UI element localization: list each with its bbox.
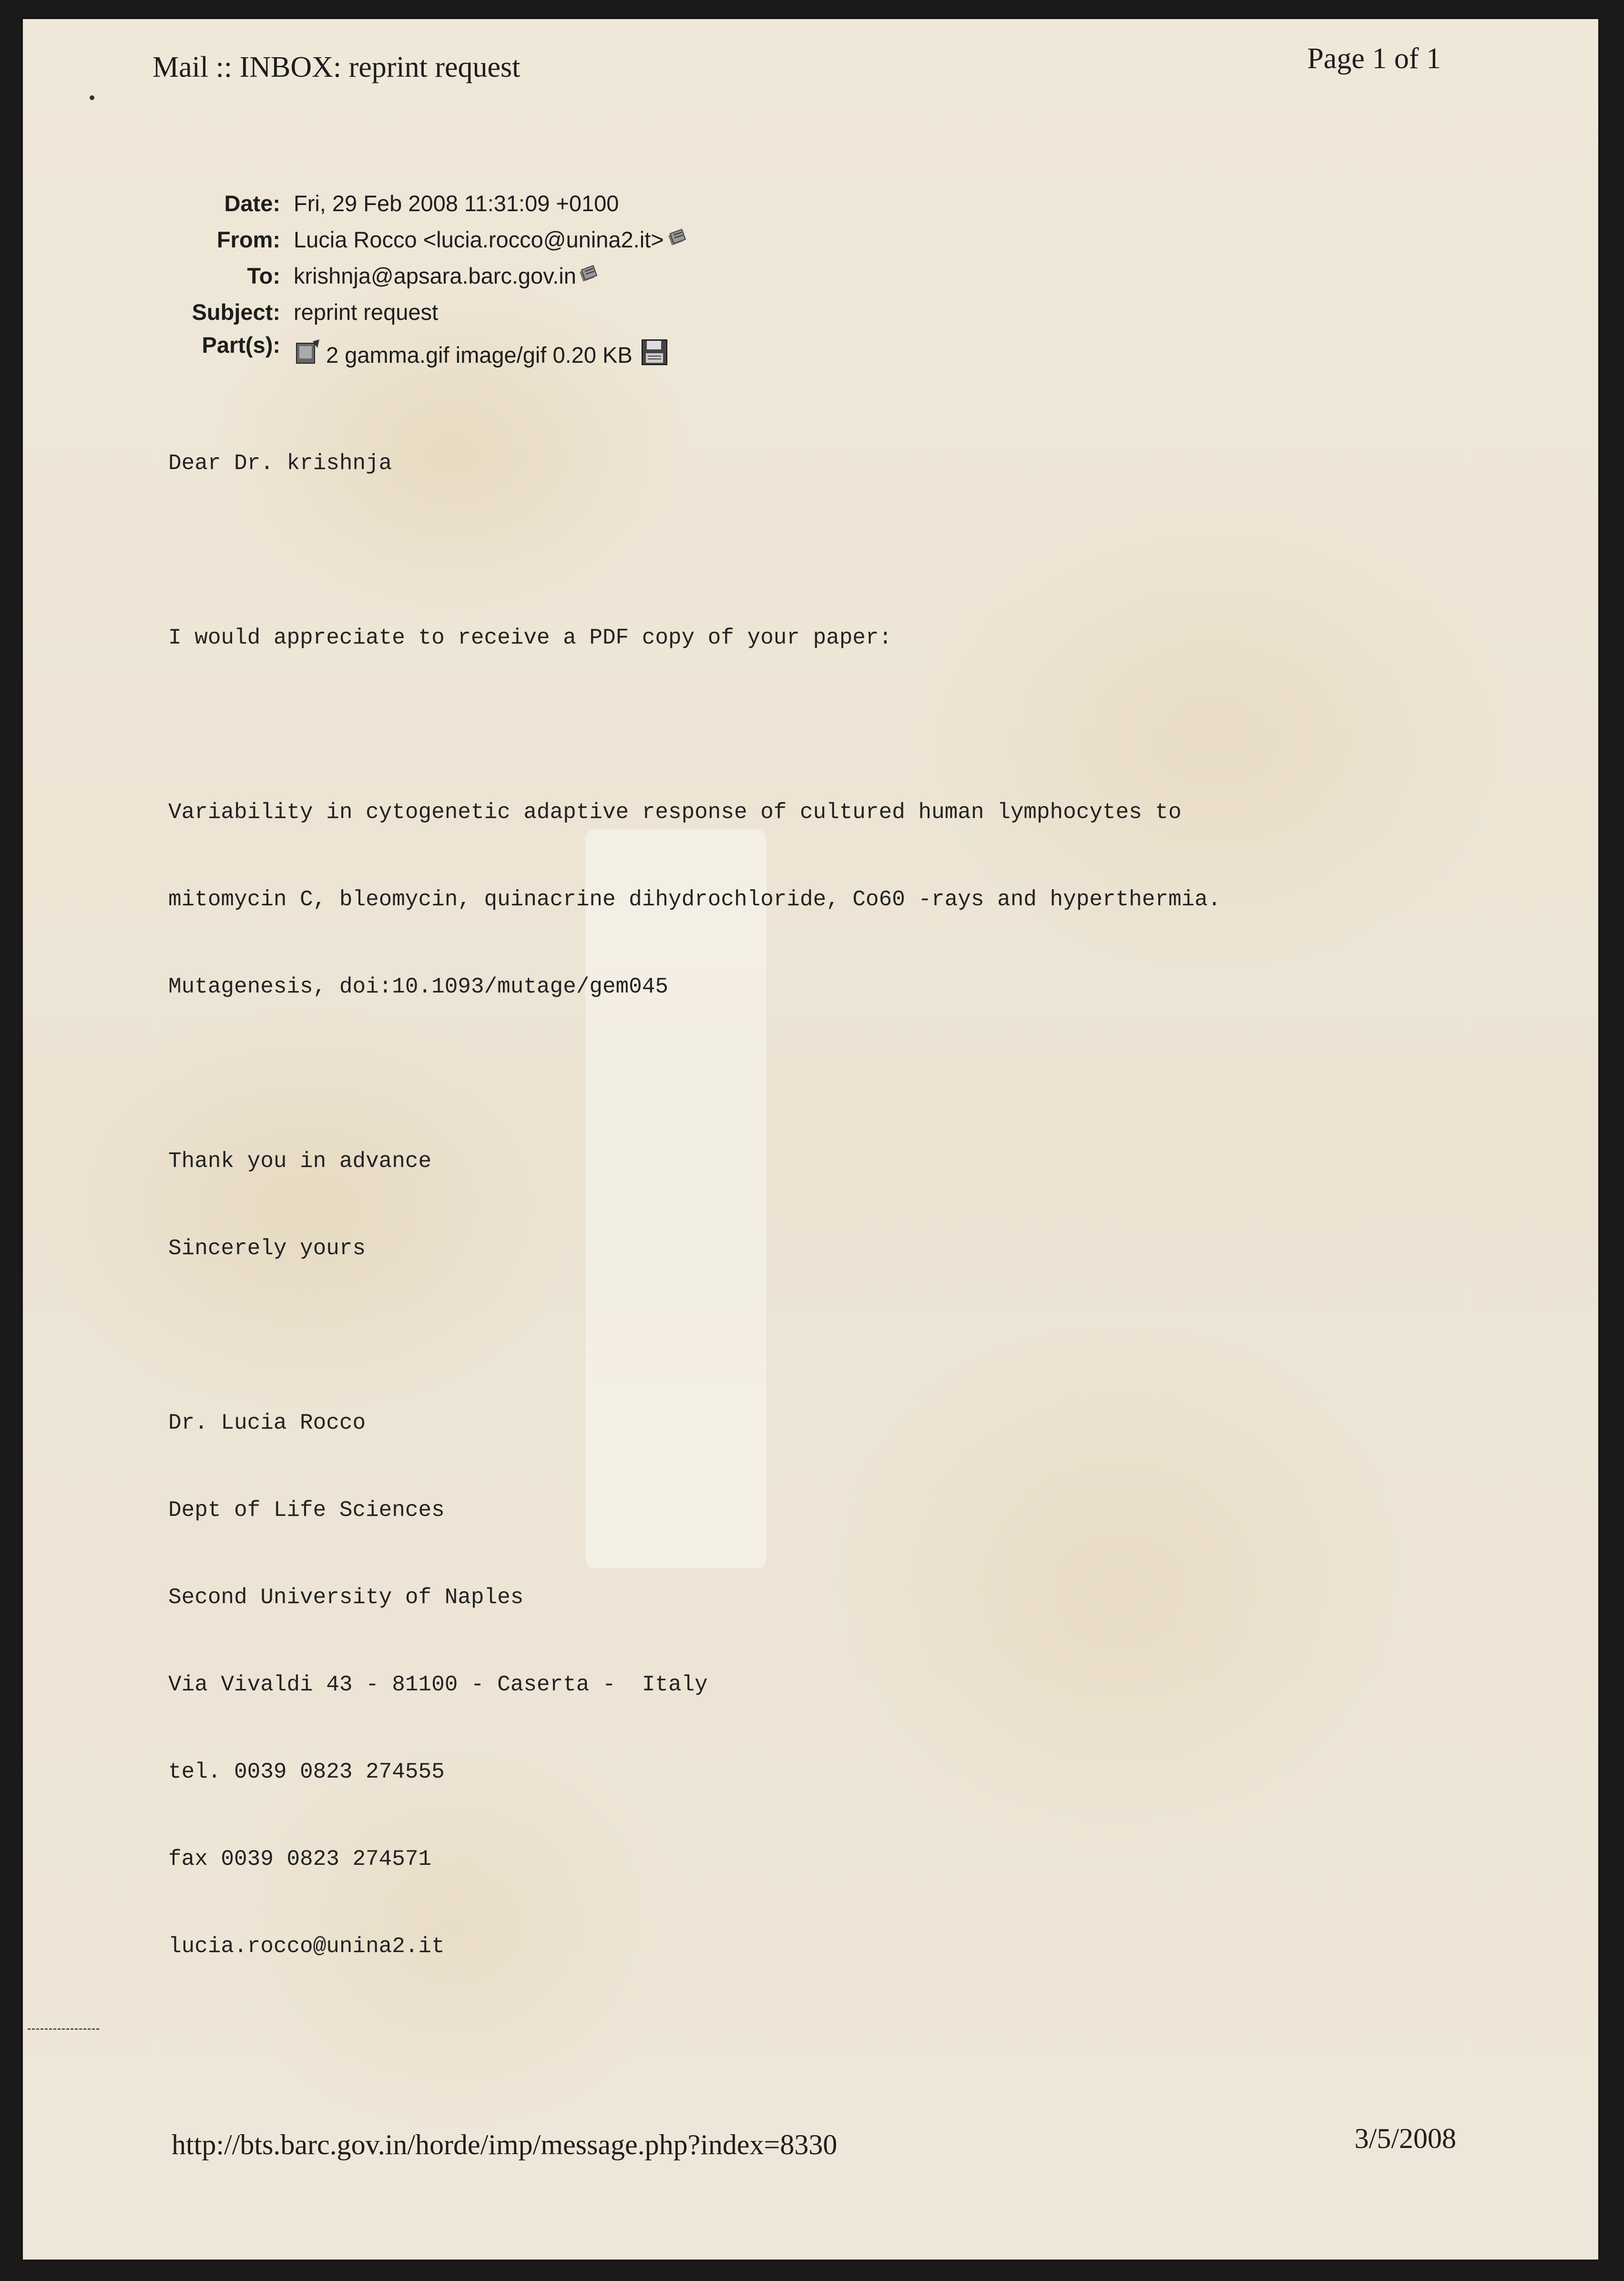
date-value: Fri, 29 Feb 2008 11:31:09 +0100 [294, 190, 619, 216]
save-disk-icon[interactable] [640, 338, 669, 372]
body-line: Second University of Naples [168, 1585, 524, 1610]
print-footer-date: 3/5/2008 [1354, 2123, 1456, 2154]
body-line: tel. 0039 0823 274555 [168, 1759, 445, 1784]
to-row [152, 257, 689, 294]
body-line: Variability in cytogenetic adaptive response of cultured human lymphocytes to [168, 800, 1182, 825]
date-label: Date: [224, 190, 280, 216]
body-line: Via Vivaldi 43 - 81100 - Caserta - Italy [168, 1672, 708, 1697]
edge-mark [28, 2028, 99, 2030]
from-row [152, 221, 689, 257]
body-line: Thank you in advance [168, 1149, 432, 1174]
attachment-file-icon [294, 338, 321, 371]
ink-speck [90, 95, 94, 100]
from-label: From: [216, 226, 280, 252]
body-line [168, 711, 1221, 740]
subject-label: Subject: [192, 299, 280, 325]
date-row [152, 185, 689, 221]
to-value-wrap [294, 263, 600, 289]
parts-label: Part(s): [202, 332, 280, 358]
subject-value: reprint request [294, 299, 439, 325]
from-value-wrap [294, 226, 689, 253]
body-line [168, 536, 1221, 565]
body-line: lucia.rocco@unina2.it [168, 1934, 445, 1959]
body-line: Dept of Life Sciences [168, 1498, 445, 1523]
email-headers [152, 185, 689, 373]
body-line: Dear Dr. krishnja [168, 451, 392, 476]
print-header-title: Mail :: INBOX: reprint request [153, 51, 521, 83]
subject-row [152, 294, 689, 330]
attachment-link[interactable]: 2 gamma.gif image/gif 0.20 KB [326, 342, 633, 368]
body-line [168, 1060, 1221, 1089]
from-value[interactable]: Lucia Rocco <lucia.rocco@unina2.it> [294, 226, 664, 252]
parts-row [152, 330, 689, 373]
to-value[interactable]: krishnja@apsara.barc.gov.in [294, 263, 576, 288]
print-footer-url: http://bts.barc.gov.in/horde/imp/message.php?index=8330 [172, 2129, 838, 2160]
body-line: Dr. Lucia Rocco [168, 1411, 366, 1435]
body-line: Sincerely yours [168, 1236, 366, 1261]
body-line [168, 1321, 1221, 1350]
body-line: I would appreciate to receive a PDF copy of your paper: [168, 625, 892, 650]
add-contact-icon[interactable] [578, 263, 600, 289]
email-body [168, 391, 1221, 2019]
body-line: mitomycin C, bleomycin, quinacrine dihydrochloride, Co60 -rays and hyperthermia. [168, 887, 1221, 912]
body-line: Mutagenesis, doi:10.1093/mutage/gem045 [168, 974, 668, 999]
body-line: fax 0039 0823 274571 [168, 1847, 432, 1872]
printed-page [23, 19, 1598, 2260]
parts-value-wrap [294, 338, 669, 372]
add-contact-icon[interactable] [667, 226, 689, 253]
print-page-number: Page 1 of 1 [1307, 42, 1441, 75]
to-label: To: [247, 263, 280, 288]
